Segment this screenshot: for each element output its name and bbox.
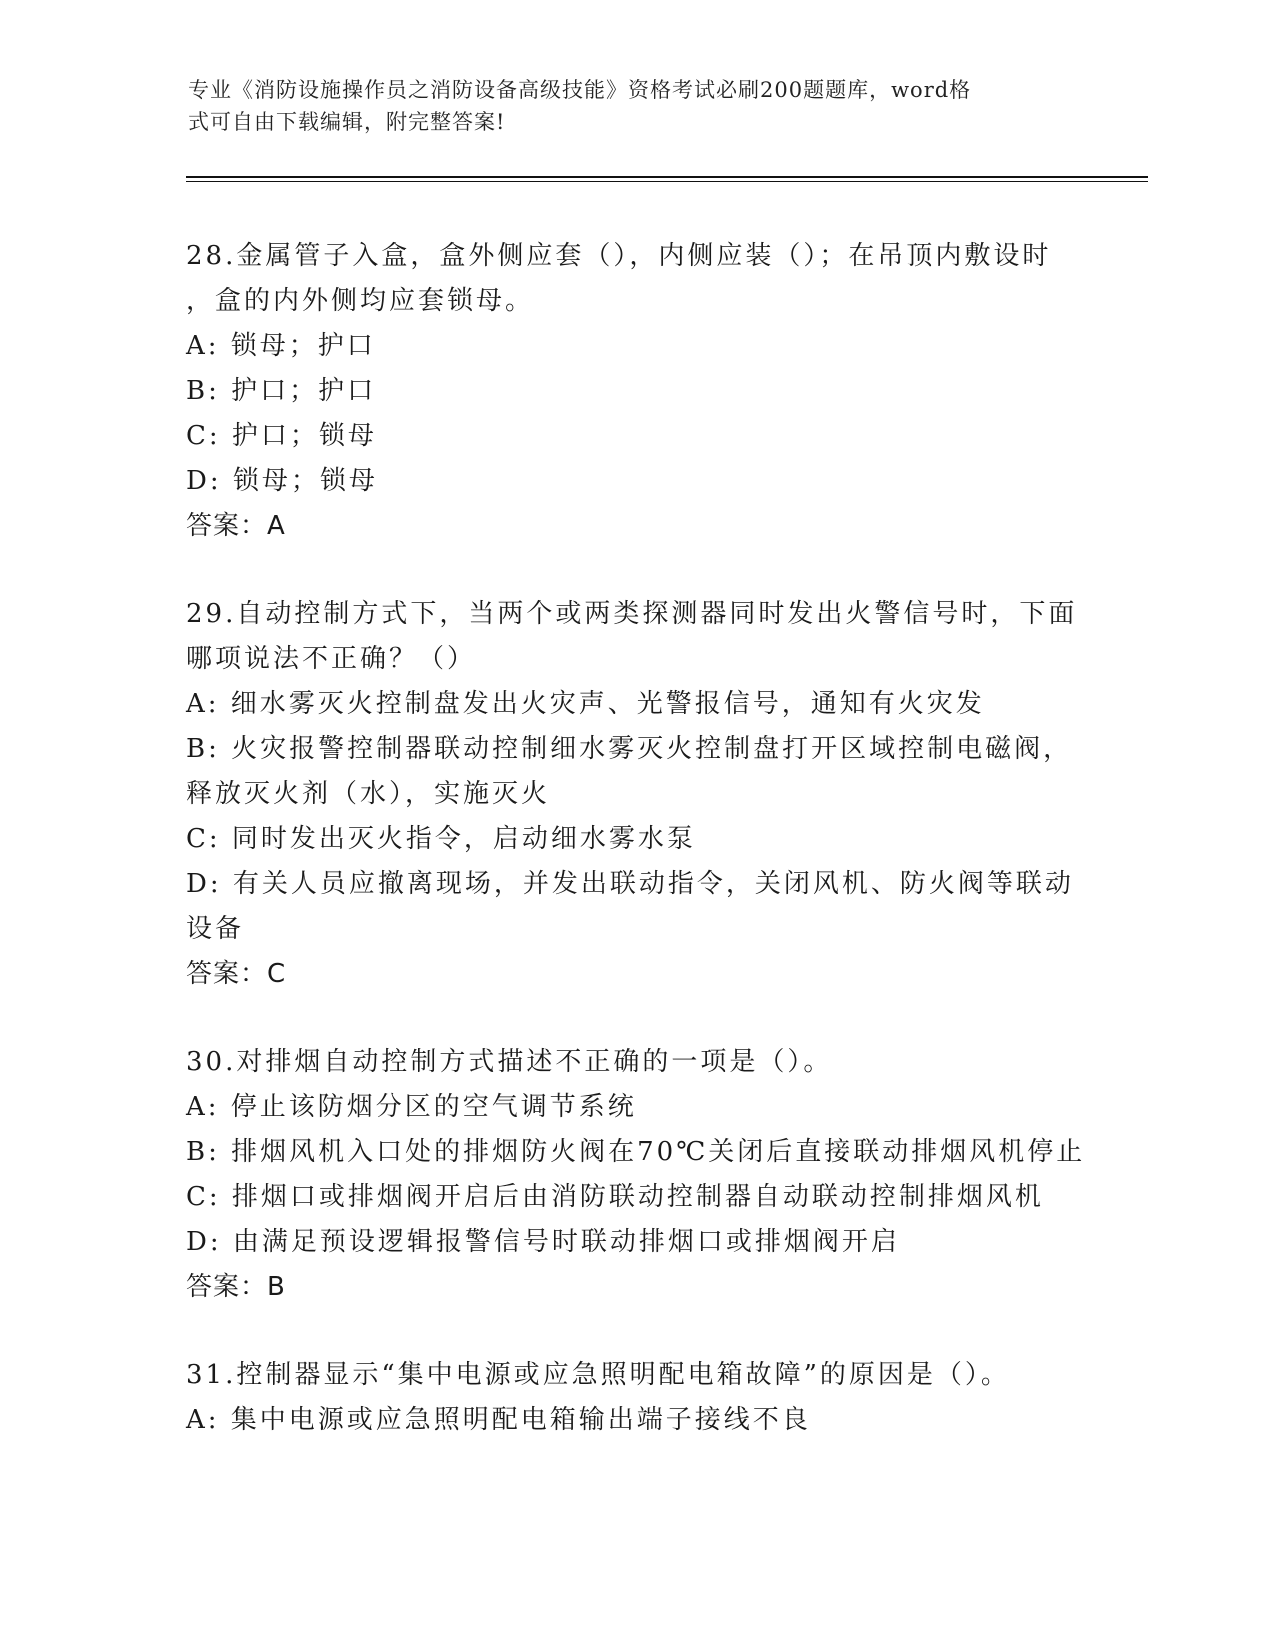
header-divider-thick: [186, 176, 1148, 178]
answer-option-line: 释放灭火剂（水），实施灭火: [186, 779, 551, 809]
question-stem-line: 29.自动控制方式下，当两个或两类探测器同时发出火警信号时，下面: [186, 599, 1078, 629]
question-stem-line: 哪项说法不正确？（）: [186, 644, 477, 674]
header-line-2: 式可自由下载编辑，附完整答案!: [188, 110, 506, 134]
question-item: [186, 234, 1086, 549]
answer-option-line: D: 由满足预设逻辑报警信号时联动排烟口或排烟阀开启: [186, 1227, 900, 1257]
correct-answer: 答案：A: [186, 511, 286, 541]
correct-answer: 答案：C: [186, 959, 287, 989]
question-stem-line: 30.对排烟自动控制方式描述不正确的一项是（）。: [186, 1047, 833, 1077]
question-list: [186, 234, 1086, 1486]
question-item: [186, 1353, 1086, 1443]
answer-option-line: B: 护口；护口: [186, 376, 377, 406]
answer-option-line: D: 有关人员应撤离现场，并发出联动指令，关闭风机、防火阀等联动: [186, 869, 1074, 899]
header-line-1: 专业《消防设施操作员之消防设备高级技能》资格考试必刷200题题库，word格: [188, 78, 972, 102]
document-header: [188, 74, 1068, 138]
answer-option-line: A: 停止该防烟分区的空气调节系统: [186, 1092, 637, 1122]
header-divider-thin: [186, 181, 1148, 182]
question-stem-line: 31.控制器显示“集中电源或应急照明配电箱故障”的原因是（）。: [186, 1360, 1010, 1390]
answer-option-line: 设备: [186, 914, 245, 944]
answer-option-line: C: 同时发出灭火指令，启动细水雾水泵: [186, 824, 696, 854]
correct-answer: 答案：B: [186, 1272, 286, 1302]
answer-option-line: B: 火灾报警控制器联动控制细水雾灭火控制盘打开区域控制电磁阀，: [186, 734, 1073, 764]
question-item: [186, 592, 1086, 997]
answer-option-line: D: 锁母；锁母: [186, 466, 378, 496]
answer-option-line: A: 集中电源或应急照明配电箱输出端子接线不良: [186, 1405, 811, 1435]
answer-option-line: A: 细水雾灭火控制盘发出火灾声、光警报信号，通知有火灾发: [186, 689, 985, 719]
question-stem-line: ，盒的内外侧均应套锁母。: [186, 286, 535, 316]
answer-option-line: C: 排烟口或排烟阀开启后由消防联动控制器自动联动控制排烟风机: [186, 1182, 1044, 1212]
question-item: [186, 1040, 1086, 1310]
answer-option-line: B: 排烟风机入口处的排烟防火阀在70℃关闭后直接联动排烟风机停止: [186, 1137, 1086, 1167]
answer-option-line: C: 护口；锁母: [186, 421, 377, 451]
answer-option-line: A: 锁母；护口: [186, 331, 376, 361]
question-stem-line: 28.金属管子入盒，盒外侧应套（），内侧应装（）；在吊顶内敷设时: [186, 241, 1052, 271]
